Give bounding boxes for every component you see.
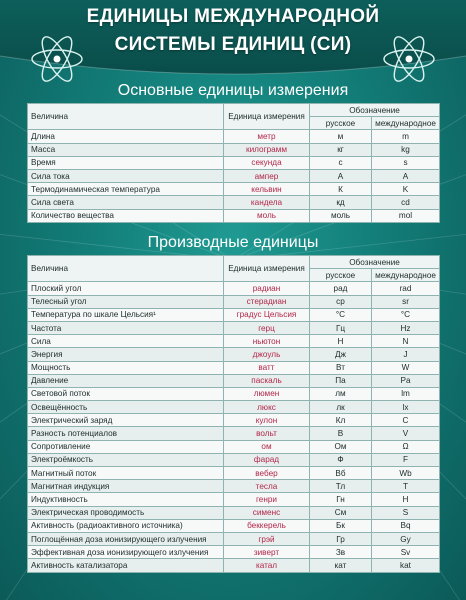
col-russian-header: русское xyxy=(310,269,372,282)
table-row xyxy=(28,519,440,532)
quantity-cell: Давление xyxy=(28,374,224,387)
table-row xyxy=(28,295,440,308)
russian-symbol-cell: моль xyxy=(310,209,372,222)
international-symbol-cell: kg xyxy=(372,143,440,156)
international-symbol-cell: Ω xyxy=(372,440,440,453)
international-symbol-cell: W xyxy=(372,361,440,374)
international-symbol-cell: Hz xyxy=(372,321,440,334)
col-designation-header: Обозначение xyxy=(310,256,440,269)
unit-cell: кулон xyxy=(224,414,310,427)
page-title-line1: ЕДИНИЦЫ МЕЖДУНАРОДНОЙ xyxy=(86,6,380,27)
quantity-cell: Количество вещества xyxy=(28,209,224,222)
unit-cell: тесла xyxy=(224,480,310,493)
russian-symbol-cell: кг xyxy=(310,143,372,156)
quantity-cell: Магнитный поток xyxy=(28,467,224,480)
base-units-title: Основные единицы измерения xyxy=(117,82,349,99)
russian-symbol-cell: рад xyxy=(310,282,372,295)
quantity-cell: Электрическая проводимость xyxy=(28,506,224,519)
russian-symbol-cell: А xyxy=(310,169,372,182)
table-row xyxy=(28,387,440,400)
table-row xyxy=(28,480,440,493)
table-row xyxy=(28,169,440,182)
russian-symbol-cell: К xyxy=(310,183,372,196)
table-row xyxy=(28,532,440,545)
table-row xyxy=(28,453,440,466)
quantity-cell: Термодинамическая температура xyxy=(28,183,224,196)
unit-cell: ом xyxy=(224,440,310,453)
quantity-cell: Сила xyxy=(28,335,224,348)
russian-symbol-cell: Зв xyxy=(310,546,372,559)
unit-cell: градус Цельсия xyxy=(224,308,310,321)
quantity-cell: Электроёмкость xyxy=(28,453,224,466)
quantity-cell: Масса xyxy=(28,143,224,156)
russian-symbol-cell: кд xyxy=(310,196,372,209)
russian-symbol-cell: м xyxy=(310,130,372,143)
quantity-cell: Длина xyxy=(28,130,224,143)
international-symbol-cell: V xyxy=(372,427,440,440)
unit-cell: кельвин xyxy=(224,183,310,196)
quantity-cell: Поглощённая доза ионизирующего излучения xyxy=(28,532,224,545)
unit-cell: стерадиан xyxy=(224,295,310,308)
unit-cell: метр xyxy=(224,130,310,143)
russian-symbol-cell: Кл xyxy=(310,414,372,427)
russian-symbol-cell: Н xyxy=(310,335,372,348)
table-row xyxy=(28,506,440,519)
derived-units-title: Производные единицы xyxy=(147,234,319,251)
table-row xyxy=(28,282,440,295)
quantity-cell: Электрический заряд xyxy=(28,414,224,427)
russian-symbol-cell: °С xyxy=(310,308,372,321)
international-symbol-cell: N xyxy=(372,335,440,348)
table-row xyxy=(28,546,440,559)
quantity-cell: Температура по шкале Цельсия¹ xyxy=(28,308,224,321)
quantity-cell: Плоский угол xyxy=(28,282,224,295)
international-symbol-cell: lx xyxy=(372,401,440,414)
table-row xyxy=(28,183,440,196)
col-international-header: международное xyxy=(372,117,440,130)
international-symbol-cell: °C xyxy=(372,308,440,321)
unit-cell: беккерель xyxy=(224,519,310,532)
russian-symbol-cell: См xyxy=(310,506,372,519)
russian-symbol-cell: Гр xyxy=(310,532,372,545)
col-unit-header: Единица измерения xyxy=(224,256,310,282)
unit-cell: сименс xyxy=(224,506,310,519)
base-units-table xyxy=(27,103,440,223)
international-symbol-cell: A xyxy=(372,169,440,182)
russian-symbol-cell: Ом xyxy=(310,440,372,453)
table-row xyxy=(28,348,440,361)
quantity-cell: Разность потенциалов xyxy=(28,427,224,440)
russian-symbol-cell: с xyxy=(310,156,372,169)
russian-symbol-cell: Вт xyxy=(310,361,372,374)
unit-cell: катал xyxy=(224,559,310,572)
international-symbol-cell: m xyxy=(372,130,440,143)
table-row xyxy=(28,196,440,209)
russian-symbol-cell: Ф xyxy=(310,453,372,466)
international-symbol-cell: rad xyxy=(372,282,440,295)
col-unit-header: Единица измерения xyxy=(224,104,310,130)
international-symbol-cell: lm xyxy=(372,387,440,400)
quantity-cell: Сила тока xyxy=(28,169,224,182)
table-row xyxy=(28,401,440,414)
russian-symbol-cell: В xyxy=(310,427,372,440)
quantity-cell: Частота xyxy=(28,321,224,334)
international-symbol-cell: H xyxy=(372,493,440,506)
unit-cell: джоуль xyxy=(224,348,310,361)
unit-cell: паскаль xyxy=(224,374,310,387)
quantity-cell: Активность катализатора xyxy=(28,559,224,572)
russian-symbol-cell: Тл xyxy=(310,480,372,493)
international-symbol-cell: cd xyxy=(372,196,440,209)
unit-cell: герц xyxy=(224,321,310,334)
international-symbol-cell: J xyxy=(372,348,440,361)
quantity-cell: Энергия xyxy=(28,348,224,361)
quantity-cell: Магнитная индукция xyxy=(28,480,224,493)
unit-cell: зиверт xyxy=(224,546,310,559)
quantity-cell: Эффективная доза ионизирующего излучения xyxy=(28,546,224,559)
quantity-cell: Активность (радиоактивного источника) xyxy=(28,519,224,532)
international-symbol-cell: K xyxy=(372,183,440,196)
international-symbol-cell: T xyxy=(372,480,440,493)
table-row xyxy=(28,209,440,222)
table-row xyxy=(28,361,440,374)
col-international-header: международное xyxy=(372,269,440,282)
unit-cell: люмен xyxy=(224,387,310,400)
russian-symbol-cell: Гц xyxy=(310,321,372,334)
table-row xyxy=(28,414,440,427)
international-symbol-cell: mol xyxy=(372,209,440,222)
russian-symbol-cell: лм xyxy=(310,387,372,400)
col-quantity-header: Величина xyxy=(28,256,224,282)
russian-symbol-cell: кат xyxy=(310,559,372,572)
col-quantity-header: Величина xyxy=(28,104,224,130)
table-row xyxy=(28,156,440,169)
quantity-cell: Мощность xyxy=(28,361,224,374)
quantity-cell: Время xyxy=(28,156,224,169)
table-row xyxy=(28,467,440,480)
russian-symbol-cell: лк xyxy=(310,401,372,414)
unit-cell: радиан xyxy=(224,282,310,295)
col-designation-header: Обозначение xyxy=(310,104,440,117)
unit-cell: грэй xyxy=(224,532,310,545)
unit-cell: килограмм xyxy=(224,143,310,156)
col-russian-header: русское xyxy=(310,117,372,130)
international-symbol-cell: Bq xyxy=(372,519,440,532)
table-row xyxy=(28,130,440,143)
table-row xyxy=(28,335,440,348)
table-row xyxy=(28,374,440,387)
unit-cell: люкс xyxy=(224,401,310,414)
international-symbol-cell: sr xyxy=(372,295,440,308)
quantity-cell: Сила света xyxy=(28,196,224,209)
quantity-cell: Световой поток xyxy=(28,387,224,400)
russian-symbol-cell: Па xyxy=(310,374,372,387)
international-symbol-cell: C xyxy=(372,414,440,427)
international-symbol-cell: s xyxy=(372,156,440,169)
unit-cell: вебер xyxy=(224,467,310,480)
unit-cell: кандела xyxy=(224,196,310,209)
quantity-cell: Сопротивление xyxy=(28,440,224,453)
unit-cell: ампер xyxy=(224,169,310,182)
quantity-cell: Освещённость xyxy=(28,401,224,414)
international-symbol-cell: Gy xyxy=(372,532,440,545)
international-symbol-cell: Wb xyxy=(372,467,440,480)
page-title-line2: СИСТЕМЫ ЕДИНИЦ (СИ) xyxy=(114,34,352,55)
unit-cell: генри xyxy=(224,493,310,506)
unit-cell: моль xyxy=(224,209,310,222)
international-symbol-cell: S xyxy=(372,506,440,519)
russian-symbol-cell: Вб xyxy=(310,467,372,480)
international-symbol-cell: kat xyxy=(372,559,440,572)
unit-cell: ньютон xyxy=(224,335,310,348)
table-row xyxy=(28,143,440,156)
unit-cell: ватт xyxy=(224,361,310,374)
table-row xyxy=(28,559,440,572)
unit-cell: секунда xyxy=(224,156,310,169)
international-symbol-cell: F xyxy=(372,453,440,466)
quantity-cell: Телесный угол xyxy=(28,295,224,308)
unit-cell: вольт xyxy=(224,427,310,440)
derived-units-table xyxy=(27,255,440,573)
table-row xyxy=(28,321,440,334)
quantity-cell: Индуктивность xyxy=(28,493,224,506)
table-row xyxy=(28,440,440,453)
russian-symbol-cell: ср xyxy=(310,295,372,308)
russian-symbol-cell: Бк xyxy=(310,519,372,532)
unit-cell: фарад xyxy=(224,453,310,466)
international-symbol-cell: Sv xyxy=(372,546,440,559)
russian-symbol-cell: Гн xyxy=(310,493,372,506)
table-row xyxy=(28,427,440,440)
table-row xyxy=(28,493,440,506)
russian-symbol-cell: Дж xyxy=(310,348,372,361)
table-row xyxy=(28,308,440,321)
international-symbol-cell: Pa xyxy=(372,374,440,387)
